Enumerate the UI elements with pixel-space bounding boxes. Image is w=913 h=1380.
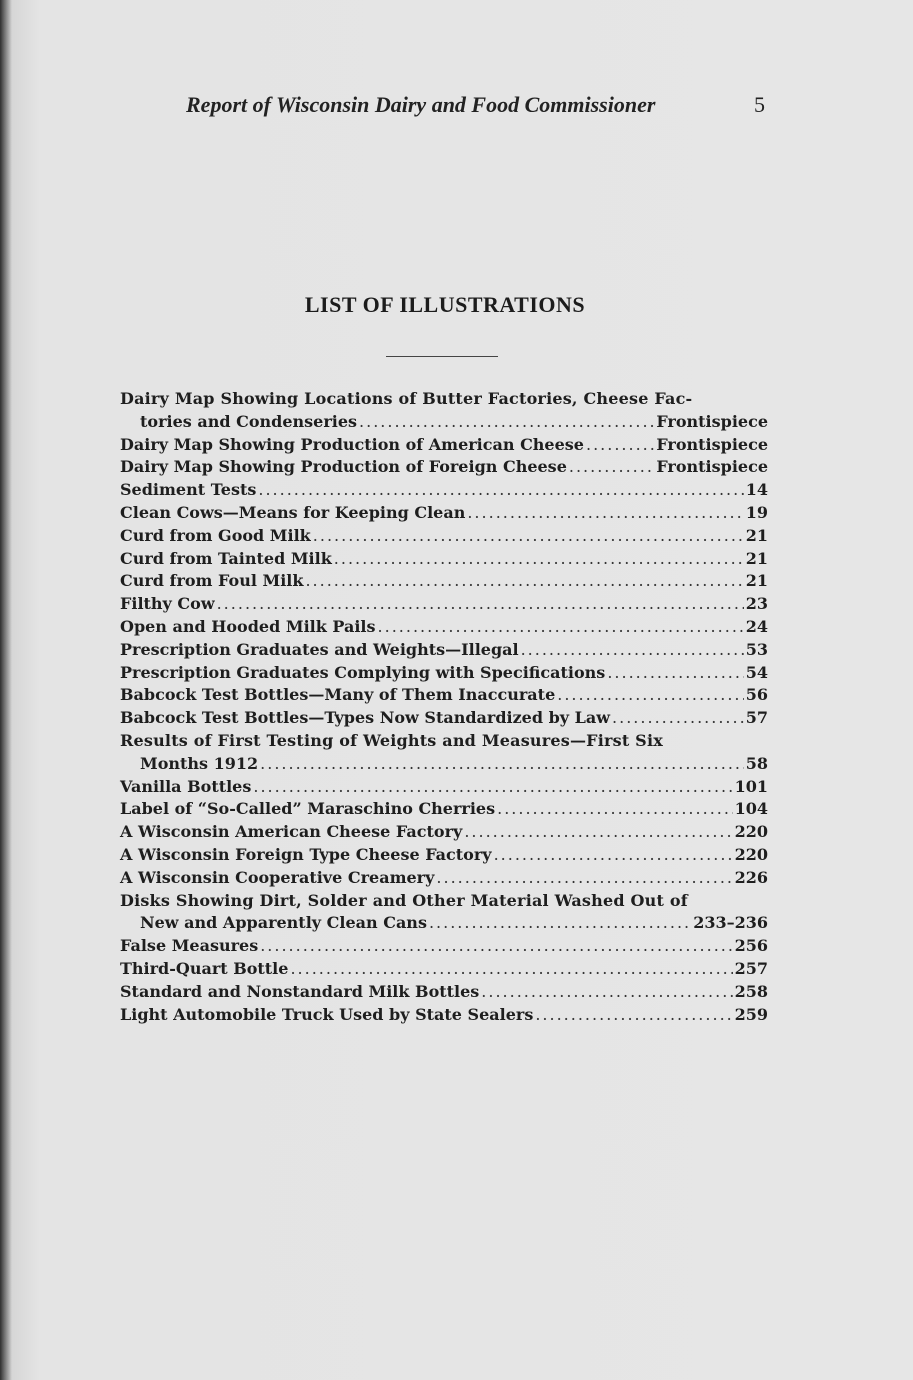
toc-entry-title: Dairy Map Showing Production of American Cheese — [120, 434, 584, 454]
toc-entry-title: Curd from Tainted Milk — [120, 548, 332, 568]
toc-entry-page: 233–236 — [693, 913, 768, 933]
illustrations-list — [120, 388, 768, 1026]
dot-leader — [557, 684, 743, 707]
toc-entry-title: A Wisconsin Foreign Type Cheese Factory — [120, 844, 492, 864]
toc-entry — [120, 1004, 768, 1027]
toc-entry-title: Curd from Foul Milk — [120, 571, 304, 591]
toc-entry-page: 24 — [745, 616, 768, 636]
toc-entry-title: A Wisconsin American Cheese Factory — [120, 822, 463, 842]
page-number: 5 — [754, 92, 765, 117]
toc-entry-page: 57 — [745, 708, 768, 728]
toc-entry-title: Label of “So-Called” Maraschino Cherries — [120, 799, 496, 819]
toc-entry — [120, 844, 768, 867]
toc-entry — [120, 776, 768, 799]
dot-leader — [481, 981, 732, 1004]
toc-entry — [120, 821, 768, 844]
toc-entry-title: Open and Hooded Milk Pails — [120, 616, 376, 636]
dot-leader — [436, 867, 732, 890]
toc-entry — [120, 867, 768, 890]
toc-entry-first-line — [120, 890, 768, 913]
toc-entry-page: 256 — [734, 936, 768, 956]
page-title: LIST OF ILLUSTRATIONS — [304, 292, 586, 317]
toc-entry — [120, 570, 768, 593]
dot-leader — [497, 798, 732, 821]
dot-leader — [429, 912, 691, 935]
toc-entry — [120, 912, 768, 935]
toc-entry-page: 101 — [734, 776, 768, 796]
toc-entry-title: Filthy Cow — [120, 594, 215, 614]
dot-leader — [313, 525, 744, 548]
toc-entry — [120, 662, 768, 685]
running-head: Report of Wisconsin Dairy and Food Commissioner — [186, 92, 656, 117]
toc-entry-title: Results of First Testing of Weights and Measures—First Six — [120, 730, 663, 750]
dot-leader — [217, 593, 744, 616]
toc-entry-page: 23 — [745, 594, 768, 614]
dot-leader — [260, 753, 744, 776]
dot-leader — [612, 707, 744, 730]
toc-entry — [120, 707, 768, 730]
toc-entry-title: Prescription Graduates and Weights—Illegal — [120, 639, 519, 659]
toc-entry-title: False Measures — [120, 936, 259, 956]
dot-leader — [290, 958, 732, 981]
toc-entry-page: 104 — [734, 799, 768, 819]
toc-entry-page: 19 — [745, 502, 768, 522]
toc-entry-page: Frontispiece — [656, 457, 768, 477]
toc-entry — [120, 981, 768, 1004]
toc-entry — [120, 593, 768, 616]
toc-entry-page: 14 — [745, 480, 768, 500]
toc-entry — [120, 684, 768, 707]
dot-leader — [260, 935, 732, 958]
toc-entry — [120, 525, 768, 548]
toc-entry — [120, 616, 768, 639]
toc-entry-title: Babcock Test Bottles—Types Now Standardized by Law — [120, 708, 611, 728]
toc-entry-title: Curd from Good Milk — [120, 525, 311, 545]
toc-entry — [120, 935, 768, 958]
toc-entry-page: 54 — [745, 662, 768, 682]
toc-entry-first-line — [120, 388, 768, 411]
dot-leader — [253, 776, 732, 799]
dot-leader — [586, 434, 654, 457]
toc-entry-title: Vanilla Bottles — [120, 776, 252, 796]
dot-leader — [569, 456, 654, 479]
toc-entry-page: 21 — [745, 548, 768, 568]
toc-entry-title: Babcock Test Bottles—Many of Them Inaccurate — [120, 685, 556, 705]
toc-entry-first-line — [120, 730, 768, 753]
toc-entry — [120, 456, 768, 479]
dot-leader — [535, 1004, 732, 1027]
dot-leader — [334, 548, 744, 571]
toc-entry — [120, 548, 768, 571]
dot-leader — [305, 570, 743, 593]
toc-entry-title: Months 1912 — [140, 753, 259, 773]
toc-entry-page: 21 — [745, 525, 768, 545]
dot-leader — [607, 662, 743, 685]
toc-entry-title: tories and Condenseries — [140, 411, 358, 431]
toc-entry-title: Light Automobile Truck Used by State Sealers — [120, 1004, 534, 1024]
toc-entry-page: 258 — [734, 981, 768, 1001]
toc-entry-title: Disks Showing Dirt, Solder and Other Material Washed Out of — [120, 890, 688, 910]
toc-entry-page: 53 — [745, 639, 768, 659]
toc-entry-title: Prescription Graduates Complying with Specifications — [120, 662, 606, 682]
toc-entry — [120, 958, 768, 981]
toc-entry-page: 56 — [745, 685, 768, 705]
dot-leader — [378, 616, 744, 639]
toc-entry-title: Third-Quart Bottle — [120, 958, 289, 978]
toc-entry — [120, 479, 768, 502]
toc-entry-page: 259 — [734, 1004, 768, 1024]
toc-entry — [120, 753, 768, 776]
toc-entry-page: 21 — [745, 571, 768, 591]
toc-entry-title: A Wisconsin Cooperative Creamery — [120, 867, 435, 887]
dot-leader — [467, 502, 743, 525]
toc-entry — [120, 502, 768, 525]
toc-entry-page: 226 — [734, 867, 768, 887]
toc-entry — [120, 434, 768, 457]
toc-entry-title: Clean Cows—Means for Keeping Clean — [120, 502, 466, 522]
toc-entry-page: 220 — [734, 844, 768, 864]
title-rule — [386, 356, 498, 357]
dot-leader — [521, 639, 744, 662]
toc-entry — [120, 639, 768, 662]
dot-leader — [464, 821, 732, 844]
dot-leader — [494, 844, 733, 867]
toc-entry — [120, 411, 768, 434]
toc-entry-page: Frontispiece — [656, 411, 768, 431]
toc-entry-page: Frontispiece — [656, 434, 768, 454]
toc-entry-page: 257 — [734, 958, 768, 978]
toc-entry-title: Dairy Map Showing Production of Foreign Cheese — [120, 457, 567, 477]
toc-entry-title: Sediment Tests — [120, 480, 257, 500]
toc-entry — [120, 798, 768, 821]
toc-entry-page: 58 — [745, 753, 768, 773]
toc-entry-title: New and Apparently Clean Cans — [140, 913, 427, 933]
toc-entry-title: Dairy Map Showing Locations of Butter Factories, Cheese Fac- — [120, 389, 693, 408]
toc-entry-page: 220 — [734, 822, 768, 842]
dot-leader — [359, 411, 654, 434]
dot-leader — [258, 479, 743, 502]
toc-entry-title: Standard and Nonstandard Milk Bottles — [120, 981, 480, 1001]
